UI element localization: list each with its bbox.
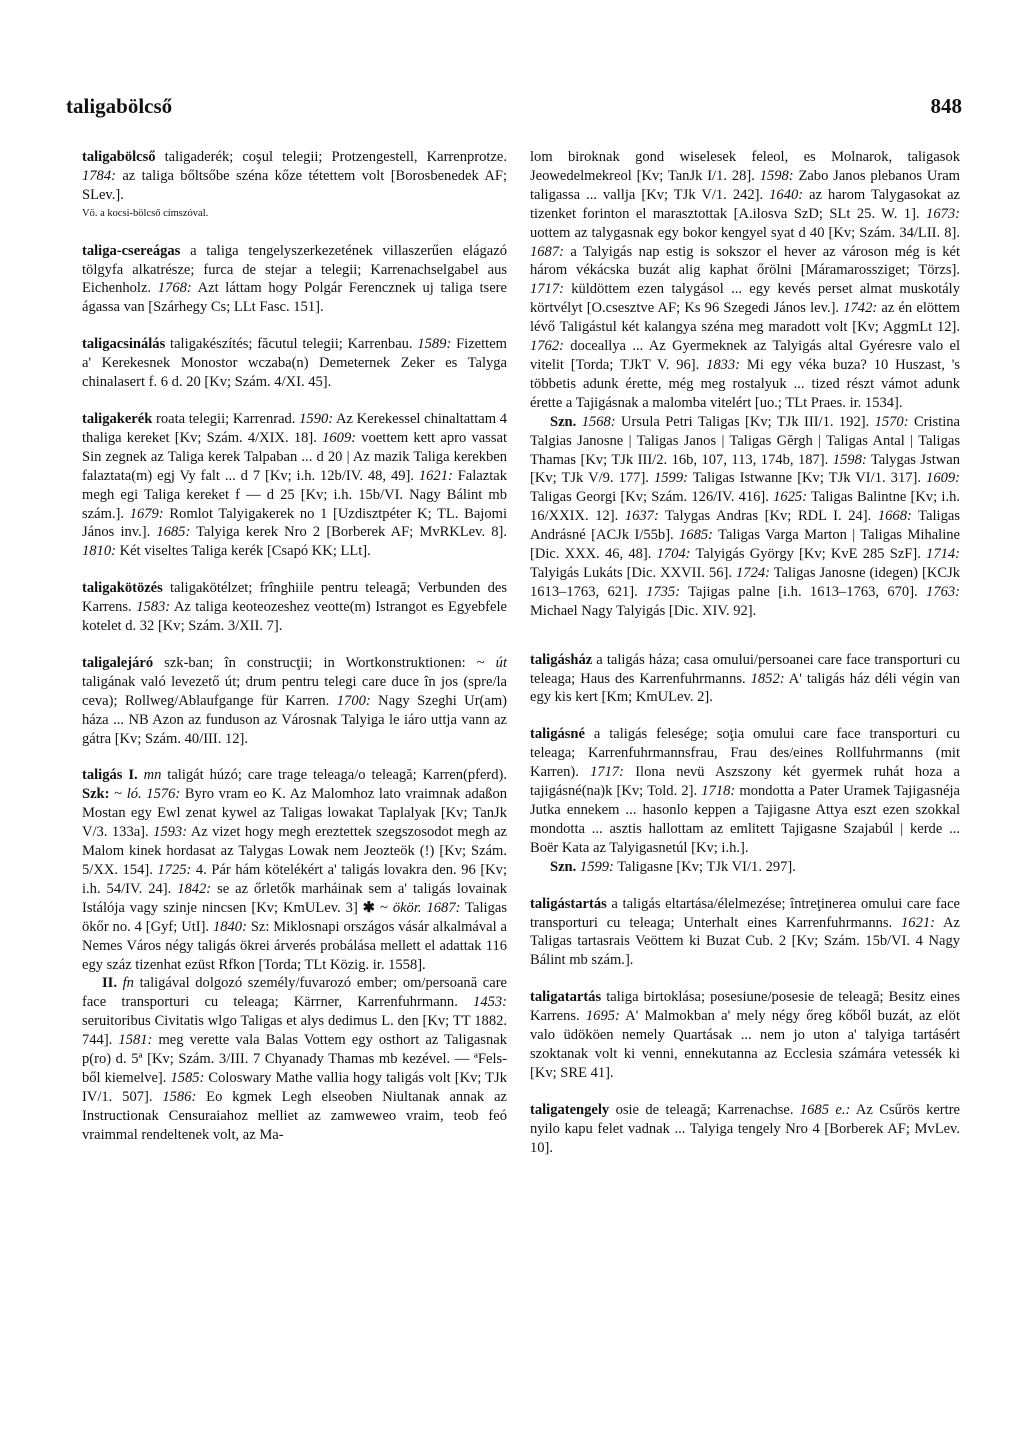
entry-text: az én elöttem lévő Taligástul két kalangya széna meg maradott volt [Kv; AggmLt 12]. <box>530 300 960 336</box>
entry-italic-text: 1735: <box>646 583 681 600</box>
entry-text: Ilona nevü Aszszony két gyermek ruhát hoza a tajigásné(na)k [Kv; Told. 2]. <box>530 764 960 800</box>
entry-text: taliga birtoklása; posesiune/posesie de teleagă; Besitz eines Karrens. <box>530 989 960 1025</box>
entry-italic-text: 1621: <box>901 914 935 931</box>
entry-italic-text: 1852: <box>750 670 785 687</box>
entry-text: taligakötélzet; frînghiile pentru teleagă; Verbunden des Karrens. <box>82 580 507 616</box>
entry-headword: taligatartás <box>530 989 602 1006</box>
entry-text: seruitoribus Civitatis wlgo Taligas et alys dedimus L. den [Kv; TT 1882. 744]. <box>82 1013 507 1049</box>
page-number: 848 <box>930 94 962 118</box>
entry-text: küldöttem ezen talygásol ... egy kevés perset almat muskotály körtvélyt [O.csesztve AF; Ks 96 Szegedi János lev.]. <box>530 281 960 317</box>
entry-text: Ursula Petri Taligas [Kv; TJk III/1. 192]. <box>615 413 875 430</box>
dictionary-entry <box>82 410 507 561</box>
entry-text: Talyigás György [Kv; KvE 285 SzF]. <box>690 546 927 563</box>
entry-text: a Talyigás nap estig is sokszor el hever az városon még is két három vékácska buzát alig kaphat őrölni [Máramarossziget; Törzs]. <box>530 243 960 279</box>
entry-text: Talygas Jstwan [Kv; TJk V/9. 177]. <box>530 451 960 487</box>
dictionary-entry <box>82 766 507 974</box>
entry-text: Taligasne [Kv; TJk VI/1. 297]. <box>613 858 796 875</box>
entry-italic-text: 1598: <box>832 451 867 468</box>
entry-headword: taligacsinálás <box>82 336 166 353</box>
entry-italic-text: 1673: <box>926 205 960 222</box>
entry-bold-text: Szk: <box>82 786 110 803</box>
entry-text: Falaztak megh egi Taliga kereket f — d 25 [Kv; i.h. 15b/VI. Nagy Bálint mb szám.]. <box>82 467 507 522</box>
entry-text: Az Csűrös kertre nyilo kapu felet vadnak ... Talyiga tengely Nro 4 [Borberek AF; MvLev. 10]. <box>530 1101 960 1156</box>
entry-italic-text: 1668: <box>877 508 912 525</box>
entry-text: uottem az talygasnak egy bokor kengyel syat d 40 [Kv; Szám. 34/LII. 8]. <box>530 224 960 241</box>
entry-italic-text: 1609: <box>926 470 960 487</box>
entry-text: a taligás eltartása/élelmezése; întreţinerea omului care face transporturi cu teleaga; Unterhalt eines Karrenfuhrmanns. <box>530 895 960 931</box>
entry-headword: taliga-csereágas <box>82 242 181 259</box>
cross-reference-note: Vö. a kocsi-bölcső címszóval. <box>82 207 209 219</box>
entry-italic-text: ló. 1576: <box>126 786 181 803</box>
entry-italic-text: 1570: <box>874 413 909 430</box>
entry-bold-text: ✱ <box>362 899 375 916</box>
entry-text: Mi egy véka buza? 10 Huszast, 's többetis adunk érette, még meg rostalyuk ... tized részt vámot adunk érette a Tajigásnak a malomba vitelért [uo.; TLt Praes. ir. 1534]. <box>530 356 960 411</box>
entry-italic-text: 1679: <box>129 505 164 522</box>
entry-text: lom biroknak gond wiselesek feleol, es Molnarok, taligasok Jeowedelmekreol [Kv; TanJk I/1. 28]. <box>530 149 960 184</box>
entry-text: a taliga tengelyszerkezetének villaszerűen elágazó tölgyfa alkatrésze; furca de stejar a telegii; Karrenachselgabel aus Eichenholz. <box>82 242 507 297</box>
entry-paragraph <box>530 858 960 877</box>
entry-italic-text: 1568: <box>581 413 616 430</box>
entry-text: Coloswary Mathe vallia hogy taligás volt [Kv; TJk IV/1. 507]. <box>82 1069 507 1105</box>
entry-text: taligával dolgozó személy/fuvarozó ember; om/persoană care face transporturi cu teleaga; Kärrner, Karrenfuhrmann. <box>82 975 508 1011</box>
entry-italic-text: 1640: <box>769 186 804 203</box>
running-head-title: taligabölcső <box>66 94 173 118</box>
entry-text: Az Kerekessel chinaltattam 4 thaliga kereket [Kv; Szám. 4/XIX. 18]. <box>82 410 507 446</box>
entry-italic-text: fn <box>122 975 134 992</box>
entry-italic-text: 1704: <box>656 546 691 563</box>
entry-text: Michael Nagy Talyigás [Dic. XIV. 92]. <box>530 602 757 619</box>
entry-text: Talyigás Lukáts [Dic. XXVII. 56]. <box>530 564 737 581</box>
entry-italic-text: 1599: <box>579 858 614 875</box>
entry-text: roata telegii; Karrenrad. <box>152 410 300 427</box>
entry-text: Nagy Szeghi Ur(am) háza ... NB Azon az funduson az Városnak Talyiga le iáro uttja vann az gátra [Kv; Szám. 40/III. 12]. <box>82 692 507 747</box>
entry-italic-text: 1593: <box>153 824 188 841</box>
entry-text: Tajigas palne [i.h. 1613–1763, 670]. <box>680 583 927 600</box>
entry-text: Az vizet hogy megh ereztettek szegszosodot megh az Malom kinek hordasat az Talygas Lowak nem Jeozteök (!) [Kv; Szám. 5/XX. 154]. <box>82 824 507 878</box>
entry-italic-text: 1717: <box>590 764 625 781</box>
entry-italic-text: 1718: <box>701 783 736 800</box>
dictionary-entry <box>530 988 960 1083</box>
entry-text: voettem kett apro vassat Sin zegnek az Taliga kerek Talpaban ... d 20 | Az mazik Taliga kerekben falaztata(m) egj Vy falt ... d 7 [Kv; i.h. 12b/IV. 48, 49]. <box>82 429 507 484</box>
entry-italic-text: 1599: <box>654 470 688 487</box>
entry-italic-text: 1842: <box>177 880 212 897</box>
entry-text: Sz: Miklosnapi országos vásár alkalmával a Nemes Város négy taligás ökrei árverés probálása mellett el adattak 116 egy száz tizenhat ezüst Rfkon [Torda; TLt Közig. ir. 1558]. <box>82 918 507 973</box>
entry-headword: taligás I. <box>82 767 138 784</box>
entry-text: Byro vram eo K. Az Malomhoz lato vraimnak adaßon Mostan egy Ewl zenat kywel az Taligas lowakat Taplalyak [Kv; TanJk V/3. 133a]. <box>82 786 507 841</box>
entry-italic-text: mn <box>143 767 162 784</box>
entry-italic-text: 1586: <box>162 1088 197 1105</box>
entry-italic-text: 1725: <box>157 862 192 878</box>
entry-paragraph <box>530 148 960 413</box>
entry-italic-text: 1453: <box>473 994 507 1011</box>
entry-italic-text: 1700: <box>336 692 371 709</box>
dictionary-entry <box>530 651 960 708</box>
dictionary-entry <box>530 895 960 971</box>
entry-text: Talygas Andras [Kv; RDL I. 24]. <box>658 508 878 525</box>
entry-text: Romlot Talyigakerek no 1 [Uzdisztpéter K; TL. Bajomi János inv.]. <box>82 505 507 541</box>
entry-text: mondotta a Pater Uramek Tajigasnéja Jutka ennekem ... hasonlo keppen a Tajigasne Attya eszt ezen szokkal mondotta ... asztis hallottam az emlitett Tajigasne Szajabúl | kerde ... Boër Kata az Talyigasnetúl [Kv; i.h.]. <box>530 783 960 856</box>
entry-text: Talyiga kerek Nro 2 [Borberek AF; MvRKLev. 8]. <box>190 524 507 541</box>
entry-text: szk-ban; în construcţii; in Wortkonstruktionen: ~ <box>153 654 496 671</box>
entry-headword: taligásné <box>530 726 585 743</box>
dictionary-entry <box>530 1101 960 1158</box>
entry-headword: taligatengely <box>530 1101 610 1118</box>
entry-text: 4. Pár hám kötelékért a' taligás lovakra den. 96 [Kv; i.h. 54/IV. 24]. <box>82 862 507 897</box>
entry-text: taligát húzó; care trage teleaga/o teleagă; Karren(pferd). <box>161 767 508 784</box>
entry-text: a taligás felesége; soţia omului care face transporturi cu teleaga; Karrenfuhrmannsfrau, Frau des/eines Rollfuhrmanns (mit Karren). <box>530 726 960 781</box>
entry-italic-text: 1687: <box>530 243 564 260</box>
entry-italic-text: út <box>495 654 507 671</box>
right-column <box>530 148 960 1158</box>
entry-text: Két viseltes Taliga kerék [Csapó KK; LLt]. <box>115 543 371 560</box>
entry-text: taligaderék; coşul telegii; Protzengestell, Karrenprotze. <box>155 149 507 165</box>
entry-text: se az őrletők marháinak sem a' taligás lovainak Istálója vagy szinje nincsen [Kv; KmULev. 3] <box>82 880 507 916</box>
entry-italic-text: 1685: <box>679 527 713 544</box>
entry-headword: taligásház <box>530 651 593 668</box>
entry-text: az taliga bőltsőbe széna kőze tétettem volt [Borosbenedek AF; SLev.]. <box>82 167 507 203</box>
dictionary-entry <box>530 725 960 857</box>
entry-bold-text: II. <box>102 975 117 992</box>
entry-italic-text: 1840: <box>212 918 247 935</box>
entry-italic-text: 1762: <box>530 338 564 355</box>
entry-italic-text: 1590: <box>299 410 334 427</box>
entry-headword: taligakötözés <box>82 580 163 597</box>
entry-text: A' taligás ház déli végin van egy kis kert [Km; KmULev. 2]. <box>530 670 960 706</box>
entry-text: A' Malmokban a' mely négy őreg kőből buzát, az elöt valo üdököen nemely Quartásak ... nem jo uton a' talyiga tartásért szoktanak volt ki venni, ennekutanna az Ecclesia számára vetessék ki [Kv; SRE 41]. <box>530 1008 960 1081</box>
entry-text: Az Taligas tartasrais Veöttem ki Buzat Cub. 2 [Kv; Szám. 15b/VI. 4 Nagy Bálint mb szám.]. <box>530 914 961 969</box>
entry-italic-text: 1637: <box>624 508 659 525</box>
entry-text: Az taliga keoteozeshez veotte(m) Istrangot es Egyebfele kotelet d. 32 [Kv; Szám. 3/XII. 7]. <box>82 599 507 635</box>
entry-headword: taligabölcső <box>82 149 156 165</box>
entry-italic-text: 1625: <box>773 489 808 506</box>
entry-italic-text: 1685: <box>156 524 191 541</box>
entry-italic-text: 1768: <box>157 280 192 297</box>
entry-text: Taligas Istwanne [Kv; TJk VI/1. 317]. <box>687 470 927 487</box>
entry-text: az harom Talygasokat az tizenket forinton el marasztottak [A.ilosva SzD; SLt 25. W. 1]. <box>530 186 960 222</box>
entry-italic-text: 1589: <box>417 336 452 353</box>
entry-italic-text: 1810: <box>82 543 116 560</box>
entry-text: taligakészítés; făcutul telegii; Karrenbau. <box>165 336 418 353</box>
entry-text: osie de teleagă; Karrenachse. <box>609 1101 800 1118</box>
entry-italic-text: 1784: <box>82 167 116 184</box>
entry-text: Fizettem a' Kerekesnek Monostor wczaba(n) Demeternek Zeker es Talyga chinalasert f. 6 d. 20 [Kv; Szám. 4/XI. 45]. <box>82 336 507 391</box>
entry-text: doceallya ... Az Gyermeknek az Talyigás altal Gyéresre valo el vitelit [Torda; TJkT V. 96]. <box>530 338 960 373</box>
entry-bold-text: Szn. <box>550 413 577 430</box>
entry-text: taligának való levezető út; drum pentru telegi care duce în jos (spre/la ceva); Rollweg/Ablaufgange für Karren. <box>82 673 507 709</box>
entry-italic-text: 1714: <box>926 546 960 563</box>
entry-italic-text: 1724: <box>736 564 770 581</box>
entry-italic-text: 1742: <box>843 300 878 317</box>
entry-text: Zabo Janos plebanos Uram taligassa ... vallja [Kv; TJk V/1. 242]. <box>530 167 960 203</box>
entry-italic-text: 1685 e.: <box>799 1101 851 1118</box>
entry-paragraph <box>82 974 507 1144</box>
entry-italic-text: 1763: <box>926 583 960 600</box>
entry-text: Cristina Talgias Janosne | Taligas Janos | Taligas Gĕrgh | Taligas Antal | Taligas Thamas [Kv; TJk III/2. 16b, 107, 113, 174b, 187]. <box>530 413 961 468</box>
entry-text: Taligas ökőr no. 4 [Gyf; UtI]. <box>82 899 507 935</box>
entry-text: ~ <box>374 899 393 916</box>
entry-italic-text: 1581: <box>118 1032 153 1049</box>
entry-italic-text: 1609: <box>322 429 357 446</box>
entry-text: Eo kgmek Legh elseoben Niultanak annak az Instructionak Censuraiahoz melliet az zamweweo vraim, teob feó vraimmal rendeltenek volt, az Ma- <box>82 1088 507 1143</box>
entry-text: meg verette vala Balas Vottem egy osthort az Taligasnak p(ro) d. 5ª [Kv; Szám. 3/III. 7 Chyanady Thamas mb kezével. — ªFels-ből kiemelve]. <box>82 1032 507 1086</box>
entry-italic-text: 1695: <box>585 1008 620 1025</box>
entry-italic-text: 1833: <box>706 356 741 373</box>
left-column <box>82 148 507 1145</box>
entry-text: Taligas Janosne (idegen) [KCJk 1613–1763, 621]. <box>530 564 961 600</box>
dictionary-entry <box>82 654 507 749</box>
entry-italic-text: 1598: <box>759 167 794 184</box>
entry-italic-text: ökör. 1687: <box>392 899 461 916</box>
running-head <box>66 94 962 119</box>
entry-text: Taligas Andrásné [ACJk I/55b]. <box>530 508 960 544</box>
entry-headword: taligástartás <box>530 895 607 912</box>
dictionary-entry <box>82 242 507 318</box>
entry-text: Taligas Balintne [Kv; i.h. 16/XXIX. 12]. <box>530 489 960 525</box>
dictionary-entry <box>82 335 507 392</box>
entry-headword: taligakerék <box>82 410 153 427</box>
entry-text: Azt láttam hogy Polgár Ferencznek uj taliga tsere ágassa van [Szárhegy Cs; LLt Fasc. 151]. <box>82 280 507 316</box>
entry-italic-text: 1621: <box>418 467 453 484</box>
entry-text: a taligás háza; casa omului/persoanei care face transporturi cu teleaga; Haus des Karrenfuhrmanns. <box>530 651 960 687</box>
entry-italic-text: 1583: <box>136 599 171 616</box>
entry-paragraph <box>530 413 960 621</box>
entry-italic-text: 1717: <box>530 281 564 298</box>
dictionary-entry <box>82 148 507 205</box>
entry-text: ~ <box>109 786 127 803</box>
entry-bold-text: Szn. <box>550 858 577 875</box>
entry-text: Taligas Georgi [Kv; Szám. 126/IV. 416]. <box>530 489 774 506</box>
entry-italic-text: 1585: <box>170 1069 205 1086</box>
entry-headword: taligalejáró <box>82 654 154 671</box>
entry-text: Taligas Varga Marton | Taligas Mihaline [Dic. XXX. 46, 48]. <box>530 527 960 563</box>
dictionary-entry <box>82 579 507 636</box>
